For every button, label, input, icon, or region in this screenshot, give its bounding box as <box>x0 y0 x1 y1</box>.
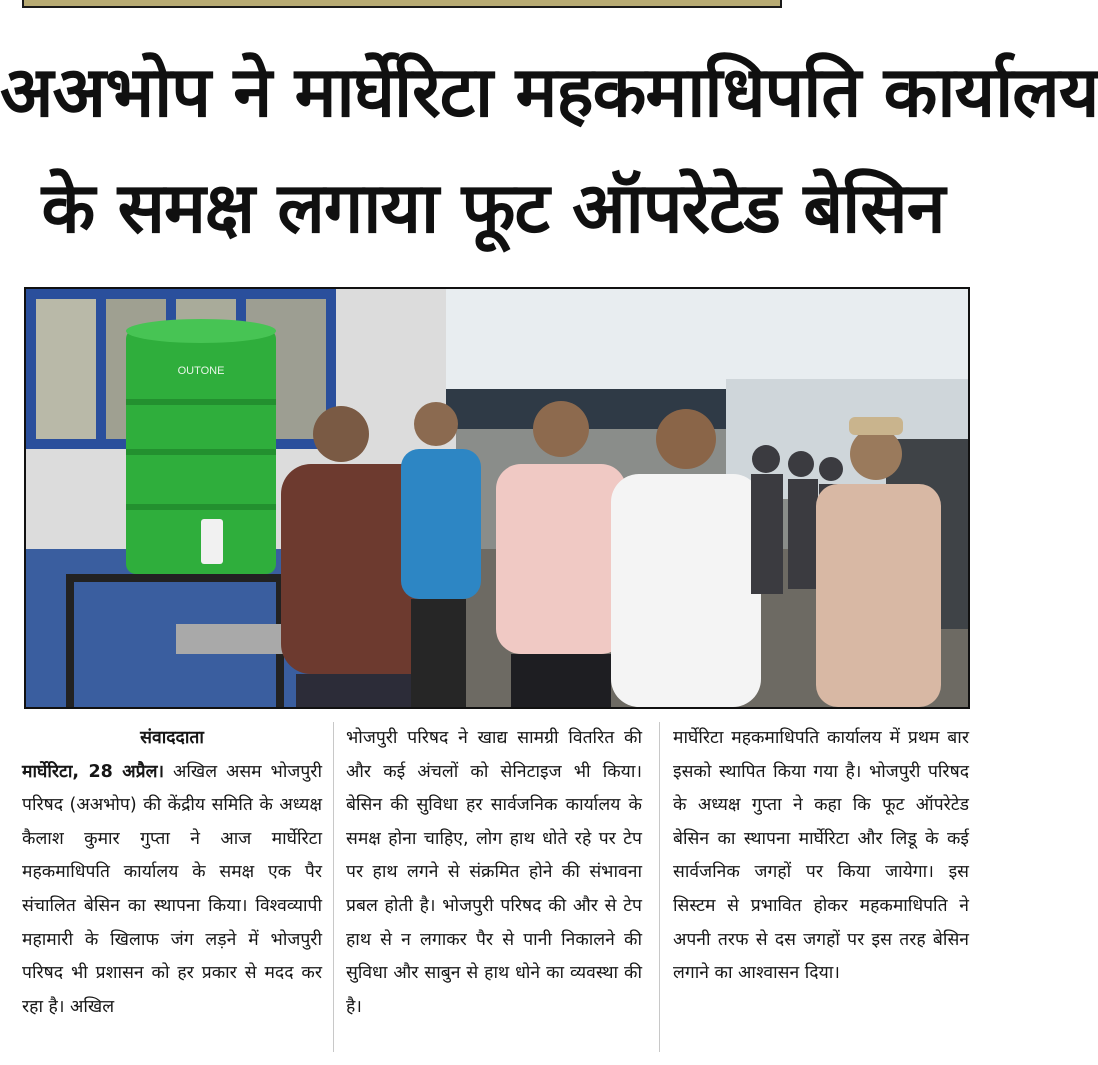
article-column-1-text: अखिल असम भोजपुरी परिषद (अअभोप) की केंद्रीय समिति के अध्यक्ष कैलाश कुमार गुप्ता ने आज मार्घेरिटा महकमाधिपति कार्यालय के समक्ष एक पैर संचालित बेसिन का स्थापना किया। विश्वव्यापी महामारी के खिलाफ जंग लड़ने में भोजपुरी परिषद भी प्रशासन को हर प्रकार से मदद कर रहा है। अखिल <box>22 761 322 1017</box>
headline-line-2: के समक्ष लगाया फूट ऑपरेटेड बेसिन <box>41 167 945 249</box>
article-column-2: भोजपुरी परिषद ने खाद्य सामग्री वितरित की और कई अंचलों को सेनिटाइज भी किया। बेसिन की सुविधा हर सार्वजनिक कार्यालय के समक्ष होना चाहिए, लोग हाथ धोते रहे पर टेप पर हाथ लगने से संक्रमित होने की संभावना प्रबल होती है। भोजपुरी परिषद की और से टेप हाथ से न लगाकर पैर से पानी निकालने की सुविधा और साबुन से हाथ धोने का व्यवस्था की है। <box>346 728 642 1017</box>
news-photo-illustration <box>26 289 968 707</box>
headline-line-1: अअभोप ने मार्घेरिटा महकमाधिपति कार्यालय <box>0 51 1098 133</box>
article-column-3: मार्घेरिटा महकमाधिपति कार्यालय में प्रथम बार इसको स्थापित किया गया है। भोजपुरी परिषद के अध्यक्ष गुप्ता ने कहा कि फूट ऑपरेटेड बेसिन का स्थापना मार्घेरिटा और लिडू के कई सार्वजनिक जगहों पर किया जायेगा। इस सिस्टम से प्रभावित होकर महकमाधिपति ने अपनी तरफ से दस जगहों पर इस तरह बेसिन लगाने का आश्वासन दिया। <box>673 728 969 984</box>
soap-bottle <box>201 519 223 564</box>
news-photo <box>24 287 970 709</box>
dateline: मार्घेरिटा, 28 अप्रैल। <box>22 761 165 782</box>
column-divider <box>659 722 660 1052</box>
article-column-1 <box>22 722 322 1024</box>
column-divider <box>333 722 334 1052</box>
previous-article-photo-edge <box>22 0 782 8</box>
byline: संवाददाता <box>140 728 204 748</box>
tank-brand-label: OUTONE <box>177 365 225 377</box>
